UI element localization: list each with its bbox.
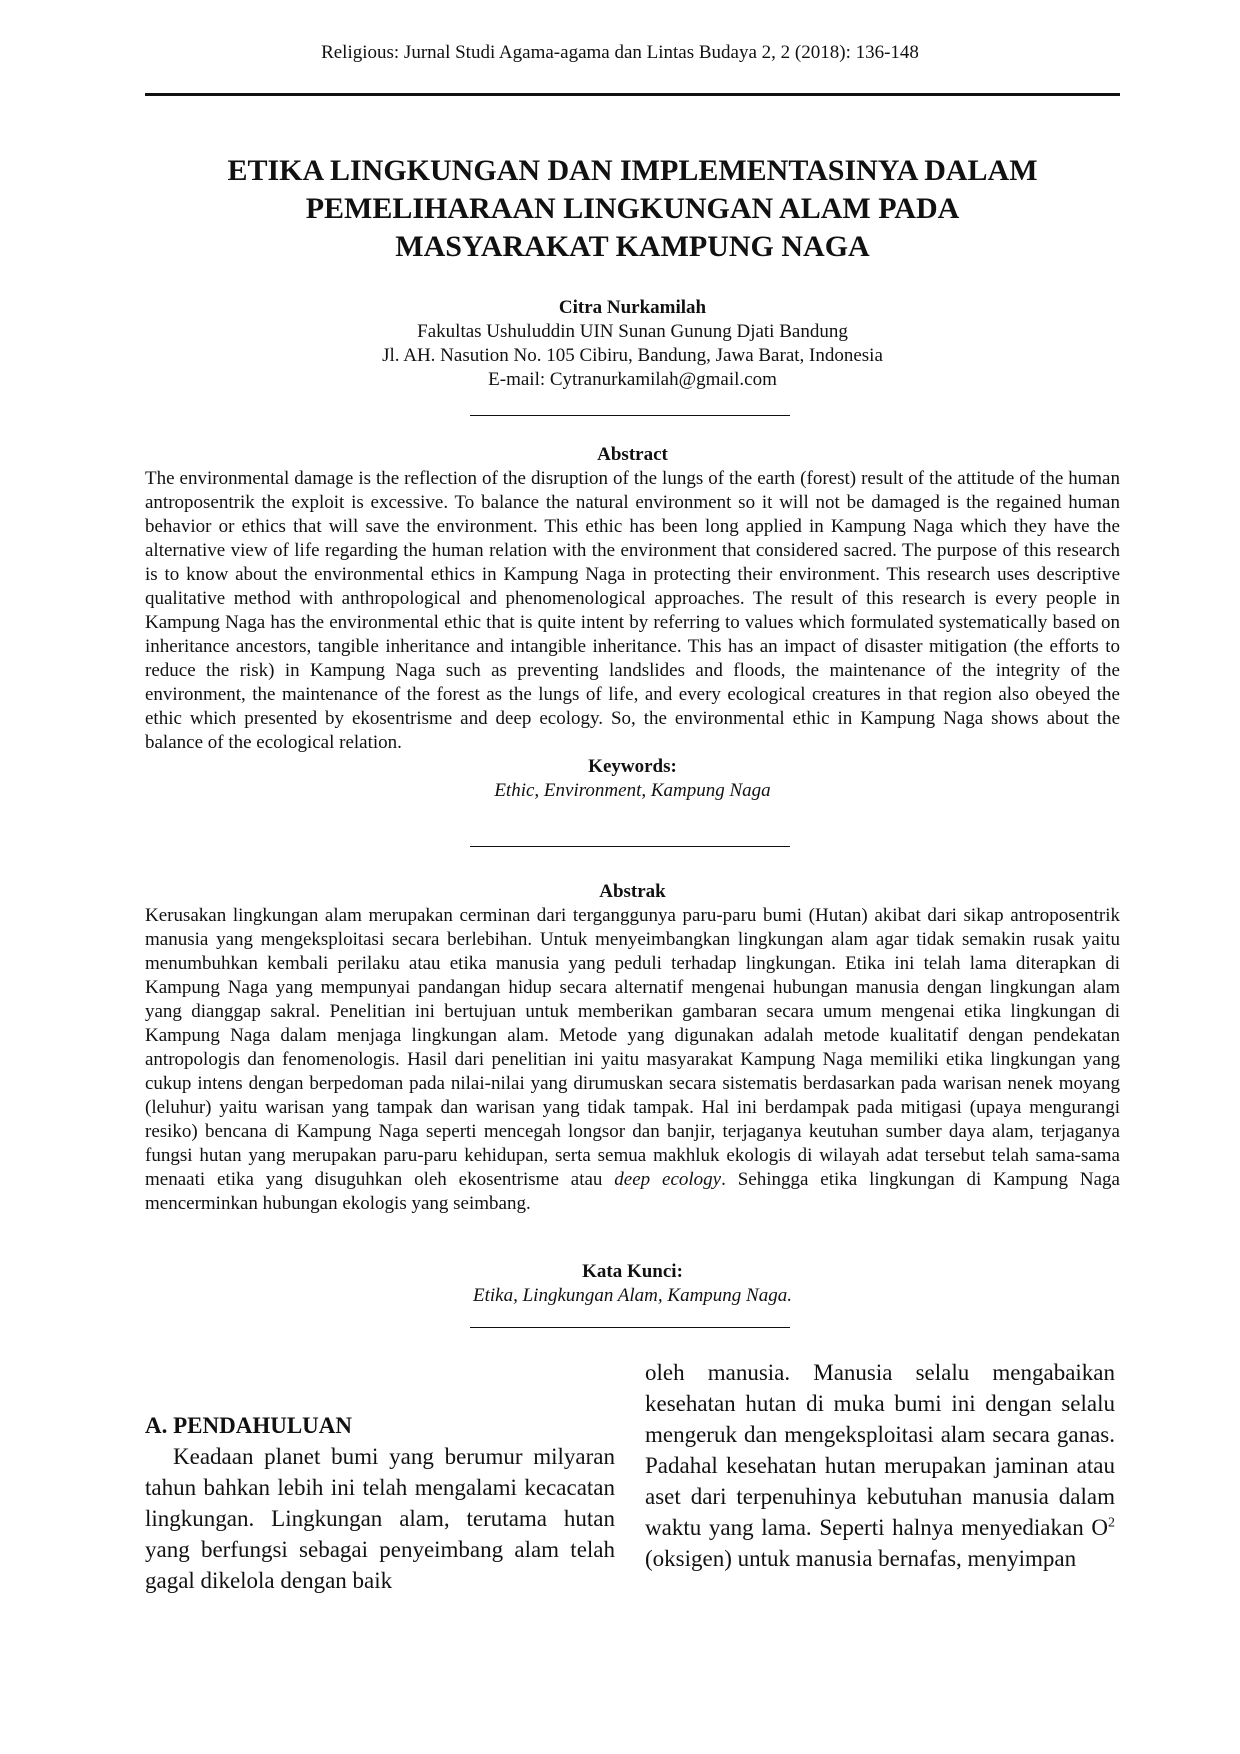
- journal-running-header: Religious: Jurnal Studi Agama-agama dan Lintas Budaya 2, 2 (2018): 136-148: [321, 42, 919, 63]
- abstrak-text: [145, 904, 1120, 1216]
- body-paragraph-continued: [645, 1357, 1115, 1574]
- abstract-text: The environmental damage is the reflection of the disruption of the lungs of the earth (forest) result of the attitude of the human antroposentrik the exploit is excessive. To balance the natural environment so it will not be damaged is the regained human behavior or ethics that will save the environment. This ethic has been long applied in Kampung Naga which they have the alternative view of life regarding the human relation with the environment that considered sacred. The purpose of this research is to know about the environmental ethics in Kampung Naga in protecting their environment. This research uses descriptive qualitative method with anthropological and phenomenological approaches. The result of this research is every people in Kampung Naga has the environmental ethic that is quite intent by referring to values which formulated systematically based on inheritance ancestors, tangible inheritance and intangible inheritance. This has an impact of disaster mitigation (the efforts to reduce the risk) in Kampung Naga such as preventing landslides and floods, the maintenance of the integrity of the environment, the maintenance of the forest as the lungs of life, and every ecological creatures in that region also obeyed the ethic which presented by ekosentrisme and deep ecology. So, the environmental ethic in Kampung Naga shows about the balance of the ecological relation.: [145, 468, 1120, 753]
- title-line-3: MASYARAKAT KAMPUNG NAGA: [395, 230, 870, 263]
- abstrak-heading: Abstrak: [599, 881, 666, 902]
- keywords-heading: Keywords:: [588, 756, 677, 777]
- abstrak-italic-term: deep ecology: [614, 1169, 722, 1190]
- body-column-right: [645, 1357, 1115, 1574]
- separator-rule: [470, 846, 790, 847]
- section-heading-pendahuluan: A. PENDAHULUAN: [145, 1413, 352, 1438]
- abstract-indonesian: [145, 880, 1120, 1216]
- abstract-english: [145, 443, 1120, 803]
- body-paragraph: Keadaan planet bumi yang berumur milyaran tahun bahkan lebih ini telah mengalami kecacatan lingkungan. Lingkungan alam, terutama hutan yang berfungsi sebagai penyeimbang alam telah gagal dikelola dengan baik: [145, 1444, 615, 1593]
- superscript: 2: [1108, 1515, 1115, 1531]
- kata-kunci-heading: Kata Kunci:: [582, 1261, 683, 1282]
- body-text-end: (oksigen) untuk manusia bernafas, menyimpan: [645, 1546, 1077, 1571]
- author-affiliation: Fakultas Ushuluddin UIN Sunan Gunung Djati Bandung: [417, 321, 848, 342]
- title-line-2: PEMELIHARAAN LINGKUNGAN ALAM PADA: [305, 192, 960, 225]
- abstrak-text-end: . Sehingga etika lingkungan di Kampung Naga mencerminkan hubungan ekologis yang seimbang.: [145, 1169, 1120, 1214]
- author-name: Citra Nurkamilah: [558, 297, 707, 318]
- separator-rule: [470, 1327, 790, 1328]
- abstract-heading: Abstract: [597, 444, 668, 465]
- separator-rule: [470, 415, 790, 416]
- kata-kunci-text: Etika, Lingkungan Alam, Kampung Naga.: [473, 1285, 792, 1306]
- header-rule: [145, 93, 1120, 96]
- body-column-left: [145, 1410, 615, 1596]
- author-block: [145, 296, 1120, 392]
- body-text: oleh manusia. Manusia selalu mengabaikan kesehatan hutan di muka bumi ini dengan selalu mengeruk dan mengeksploitasi alam secara ganas. Padahal kesehatan hutan merupakan jaminan atau aset dari terpenuhinya kebutuhan manusia dalam waktu yang lama. Seperti halnya menyediakan O: [645, 1360, 1115, 1540]
- abstrak-text-main: Kerusakan lingkungan alam merupakan cerminan dari terganggunya paru-paru bumi (Hutan) akibat dari sikap antroposentrik manusia yang mengeksploitasi secara berlebihan. Untuk menyeimbangkan lingkungan alam agar tidak semakin rusak yaitu menumbuhkan kembali perilaku atau etika manusia yang peduli terhadap lingkungan. Etika ini telah lama diterapkan di Kampung Naga yang mempunyai pandangan hidup secara alternatif mengenai hubungan manusia dengan lingkungan alam yang dianggap sakral. Penelitian ini bertujuan untuk memberikan gambaran secara umum mengenai etika lingkungan di Kampung Naga dalam menjaga lingkungan alam. Metode yang digunakan adalah metode kualitatif dengan pendekatan antropologis dan fenomenologis. Hasil dari penelitian ini yaitu masyarakat Kampung Naga memiliki etika lingkungan yang cukup intens dengan berpedoman pada nilai-nilai yang dirumuskan secara sistematis berdasarkan pada warisan nenek moyang (leluhur) yaitu warisan yang tampak dan warisan yang tidak tampak. Hal ini berdampak pada mitigasi (upaya mengurangi resiko) bencana di Kampung Naga seperti mencegah longsor dan banjir, terjaganya keutuhan sumber daya alam, terjaganya fungsi hutan yang merupakan paru-paru kehidupan, serta semua makhluk ekologis di wilayah adat tersebut telah sama-sama menaati etika yang disuguhkan oleh ekosentrisme atau: [145, 905, 1120, 1190]
- author-email: E-mail: Cytranurkamilah@gmail.com: [488, 369, 777, 390]
- paper-title: [145, 152, 1120, 266]
- title-line-1: ETIKA LINGKUNGAN DAN IMPLEMENTASINYA DALAM: [227, 154, 1038, 187]
- author-address: Jl. AH. Nasution No. 105 Cibiru, Bandung, Jawa Barat, Indonesia: [382, 345, 883, 366]
- keywords-text: Ethic, Environment, Kampung Naga: [494, 780, 771, 801]
- kata-kunci-block: [145, 1260, 1120, 1308]
